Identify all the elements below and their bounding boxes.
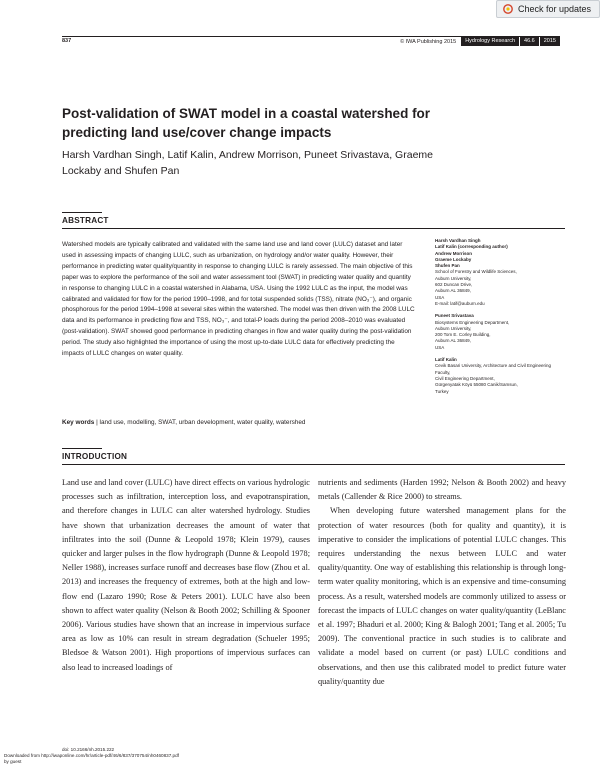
- affil-line: 200 Tom E. Corley Building,: [435, 332, 491, 338]
- year: 2015: [539, 37, 560, 46]
- download-notice: [4, 753, 179, 765]
- volume: 46.6: [519, 37, 539, 46]
- affil-line: Biosystems Engineering Department,: [435, 319, 510, 325]
- affil-line: School of Forestry and Wildlife Sciences,: [435, 269, 517, 275]
- publisher: © IWA Publishing 2015: [400, 38, 457, 45]
- check-for-updates-label: Check for updates: [518, 4, 592, 14]
- doi: doi: 10.2166/nh.2015.222: [62, 747, 115, 752]
- running-header: [62, 37, 560, 47]
- affil-line: Gürgenyatak Köyü 55080 Canik/Samsun,: [435, 382, 518, 388]
- intro-paragraph: nutrients and sediments (Harden 1992; Nelson & Booth 2002) and heavy metals (Callender & Rice 2000) to streams.: [318, 478, 566, 502]
- affil-line: Civil Engineering Department,: [435, 375, 495, 381]
- affil-line: Auburn AL 36849,: [435, 288, 471, 294]
- author-list: Harsh Vardhan Singh, Latif Kalin, Andrew Morrison, Puneet Srivastava, Graeme Lockaby and Shufen Pan: [62, 149, 433, 177]
- keywords-label: Key words: [62, 419, 95, 426]
- intro-right-column: [318, 476, 566, 689]
- affil-name: Graeme Lockaby: [435, 256, 472, 262]
- affil-email: E-mail: latif@auburn.edu: [435, 300, 485, 306]
- affil-name: Harsh Vardhan Singh: [435, 238, 481, 243]
- intro-divider: [62, 464, 565, 465]
- keywords-separator: |: [96, 419, 100, 426]
- affiliations: [435, 238, 565, 395]
- intro-paragraph: When developing future watershed management plans for the protection of water resources (both for quality and quantity), it is imperative to consider the implications of potential LULC changes. This requires understanding the nexus between LULC and water quality/quantity. One way of establishing this relationship is through long-term water quality monitoring, which is an expensive and time-consuming process. As a result, watershed models are commonly utilized to assess or forecast the impacts of LULC changes on water quality/quantity (LeBlanc et al. 1997; Bhaduri et al. 2000; King & Balogh 2001; Tang et al. 2005; Tu 2009). The conventional practice in such studies is to calibrate and validate a model based on current (or past) LULC conditions and observations, and then use this calibrated model to predict future water quality/quantity due: [318, 506, 566, 686]
- affil-name: Latif Kalin (corresponding author): [435, 244, 508, 250]
- affil-name: Puneet Srivastava: [435, 313, 474, 319]
- introduction-heading: INTRODUCTION: [62, 452, 128, 461]
- intro-paragraph: Land use and land cover (LULC) have direct effects on various hydrologic processes such as infiltration, interception loss, and evapotranspiration, and therefore changes in LULC can alter watershed hydrology. Studies have shown that urbanization decreases the amount of water that infiltrates into the soil (Dunne & Leopold 1978; Klein 1979), causes quicker and larger pulses in the flow hydrograph (Dunne & Leopold 1978; Neller 1988), increases surface runoff and decreases base flow (Zhou et al. 2013) and increases the frequency of extremes, both at the high and low-flow end (Lazaro 1990; Rose & Peters 2001). LULC have also been shown to affect water quality (Nelson & Booth 2002; Schilling & Spooner 2006). Various studies have shown that an increase in impervious surface area as low as 10% can result in stream degradation (Schueler 1995; Bledsoe & Watson 2001). High proportions of impervious surfaces can also lead to increased loadings of: [62, 478, 310, 672]
- abstract-heading: ABSTRACT: [62, 216, 109, 225]
- check-for-updates-button[interactable]: [496, 0, 600, 18]
- abstract-rule: [62, 212, 102, 213]
- affil-line: Auburn AL 36849,: [435, 338, 471, 344]
- affil-line: Cevik Basari University, Architecture and Civil Engineering Faculty,: [435, 363, 551, 375]
- affil-line: Auburn University,: [435, 325, 472, 331]
- page-number: 837: [62, 38, 72, 44]
- intro-rule: [62, 448, 102, 449]
- affil-name: Latif Kalin: [435, 357, 457, 363]
- affil-line: Turkey: [435, 388, 449, 394]
- journal-info: [400, 37, 560, 46]
- keywords-list: land use, modelling, SWAT, urban development, water quality, watershed: [99, 419, 306, 426]
- affil-line: 602 Duncan Drive,: [435, 282, 473, 288]
- affil-line: Auburn University,: [435, 275, 472, 281]
- download-line: Downloaded from http://iwaponline.com/hr/article-pdf/46/6/837/370754/nh0460837.pdf: [4, 753, 179, 758]
- abstract-divider: [62, 228, 565, 229]
- download-line: by guest: [4, 759, 22, 764]
- affil-line: USA: [435, 344, 445, 350]
- article-title: Post-validation of SWAT model in a coastal watershed for predicting land use/cover change impacts: [62, 106, 431, 140]
- affil-line: USA: [435, 294, 445, 300]
- keywords: [62, 418, 417, 428]
- affil-name: Shufen Pan: [435, 263, 460, 269]
- abstract-text: Watershed models are typically calibrated and validated with the same land use and land cover (LULC) dataset and later used in assessing impacts of changing LULC, such as urbanization, on hydrology and/or water quality. However, their performance in predicting water quality/quantity in response to changing LULC is rarely assessed. The main objective of this paper was to explore the performance of the soil and water assessment tool (SWAT) in predicting water quality and quantity in response to changing LULC in a coastal watershed in Alabama, USA. Using the 1992 LULC as the input, the model was calibrated and validated for flow for the period 1990–1998, and for total suspended solids (TSS), nitrate (NO₃⁻), and organic phosphorous for the period 1994–1998 at several sites within the watershed. The model was then driven with the 2008 LULC data and its performance in predicting flow and TSS, NO₃⁻, and total-P loads during the period 2008–2010 was evaluated (post-validation). SWAT showed good performance in predicting changes in flow and water quality during the post-validation period. The study also highlighted the importance of using the most up-to-date LULC data for effectively predicting the impacts of LULC changes on water quality.: [62, 241, 415, 358]
- intro-left-column: [62, 476, 310, 675]
- refresh-icon: [503, 4, 513, 14]
- journal-name: Hydrology Research: [460, 37, 519, 46]
- affil-name: Andrew Morrison: [435, 250, 473, 256]
